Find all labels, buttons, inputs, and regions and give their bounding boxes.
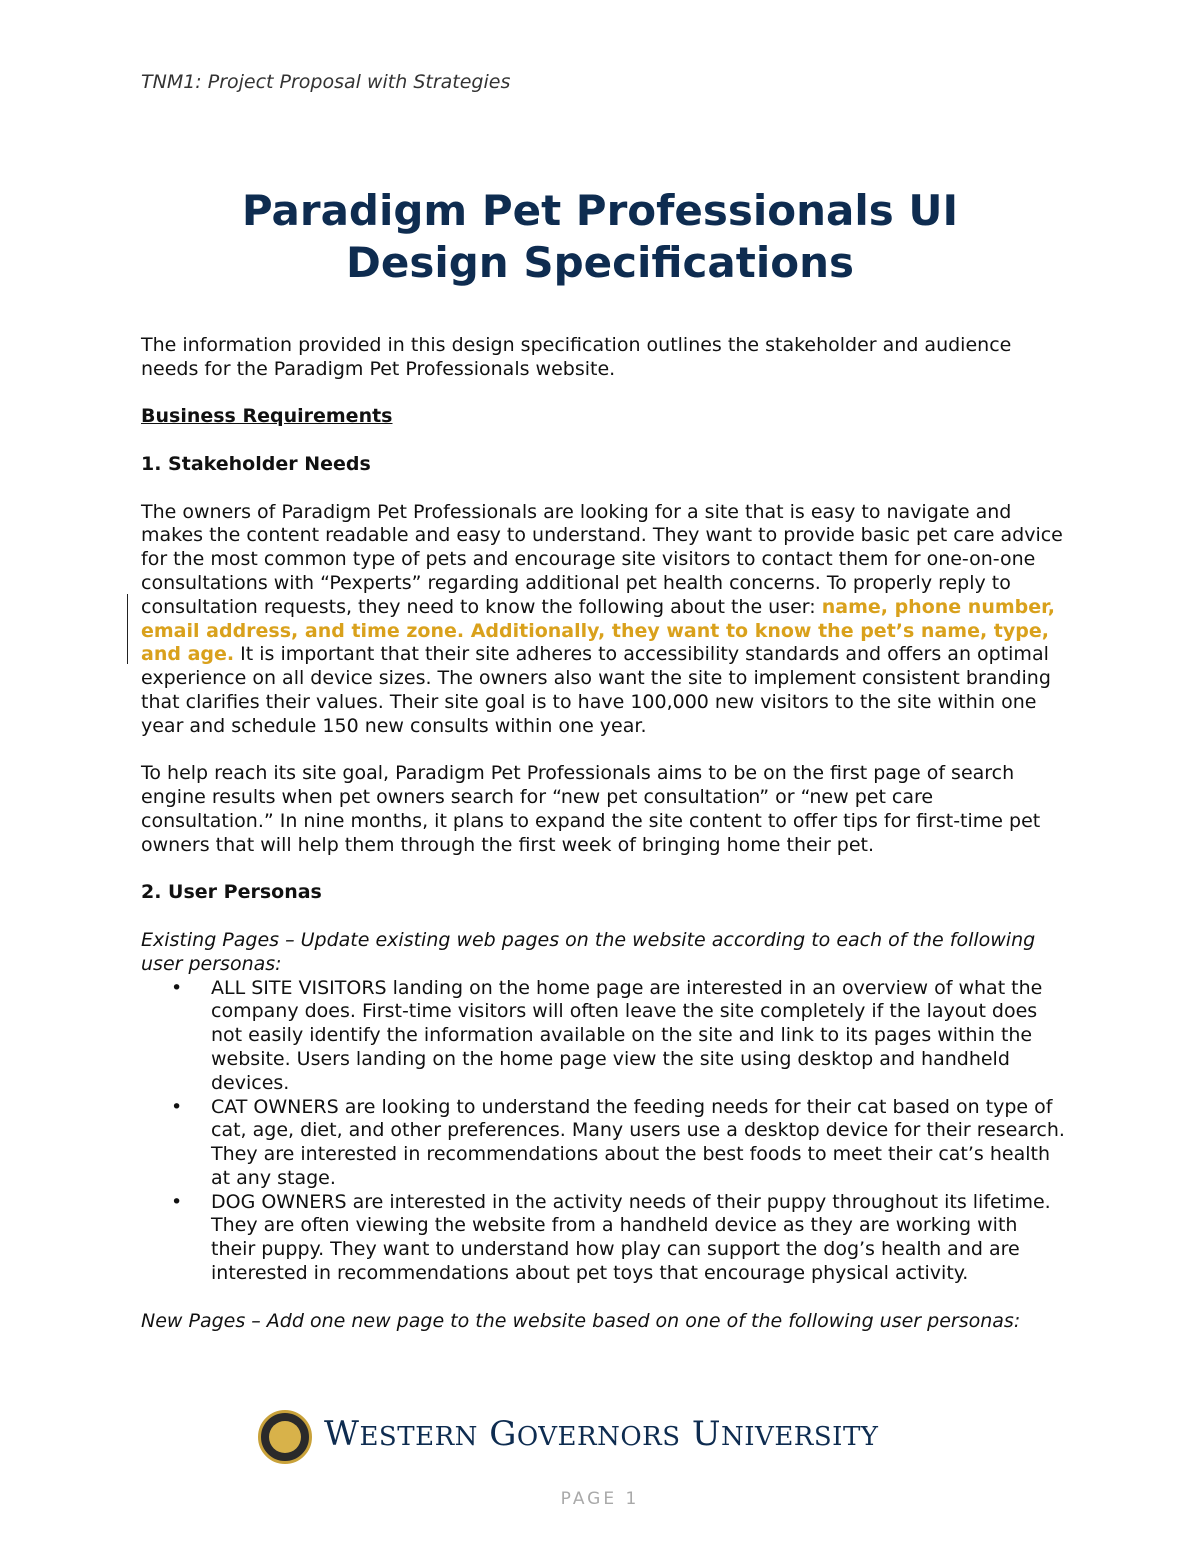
persona-list: [141, 977, 1066, 1286]
page-header: TNM1: Project Proposal with Strategies: [141, 71, 511, 93]
stakeholder-needs-heading: 1. Stakeholder Needs: [141, 452, 371, 475]
stakeholder-text-start: The owners of Paradigm Pet Professionals are looking for a site that is easy to navigate and makes the content readable and easy to understand. They want to provide basic pet care advice for the most common type of pets and encourage site visitors to contact them for one-on-one consultations with “Pexperts” regarding additional pet health concerns. To properly reply to consultation requests, they need to know the following about the user:: [141, 500, 1063, 618]
business-requirements-heading: Business Requirements: [141, 405, 393, 428]
document-title: [0, 185, 1200, 289]
site-goal-paragraph: To help reach its site goal, Paradigm Pet Professionals aims to be on the first page of search engine results when pet owners search for “new pet consultation” or “new pet care consultation.” In nine months, it plans to expand the site content to offer tips for first-time pet owners that will help them through the first week of bringing home their pet.: [141, 762, 1041, 856]
wgu-seal-icon: [258, 1410, 312, 1464]
bullet-icon: •: [171, 976, 183, 999]
list-item: [141, 1191, 1066, 1286]
title-line-2: Design Specifications: [345, 238, 855, 287]
stakeholder-paragraph: [141, 501, 1066, 739]
persona-text: ALL SITE VISITORS landing on the home page are interested in an overview of what the company does. First-time visitors will often leave the site completely if the layout does not easily identify the information available on the site and link to its pages within the website. Users landing on the home page view the site using desktop and handheld devices.: [211, 976, 1043, 1094]
wgu-logo: [258, 1410, 918, 1476]
stakeholder-text-end: It is important that their site adheres to accessibility standards and offers an optimal experience on all device sizes. The owners also want the site to implement consistent branding that clarifies their values. Their site goal is to have 100,000 new visitors to the site within one year and schedule 150 new consults within one year.: [141, 643, 1051, 737]
bullet-icon: •: [171, 1190, 183, 1213]
document-body: [141, 334, 1066, 1333]
list-item: [141, 977, 1066, 1096]
list-item: [141, 1096, 1066, 1191]
persona-text: DOG OWNERS are interested in the activity needs of their puppy throughout its lifetime. They are often viewing the website from a handheld device as they are working with their puppy. They want to understand how play can support the dog’s health and are interested in recommendations about pet toys that encourage physical activity.: [211, 1190, 1051, 1285]
highlighted-requirements: name, phone number, email address, and time zone. Additionally, they want to know the pet’s name, type, and age.: [141, 595, 1055, 666]
bullet-icon: •: [171, 1095, 183, 1118]
revision-bar: [127, 594, 128, 664]
page-number: PAGE 1: [560, 1489, 640, 1509]
persona-text: CAT OWNERS are looking to understand the feeding needs for their cat based on type of cat, age, diet, and other preferences. Many users use a desktop device for their research. They are interested in recommendations about the best foods to meet their cat’s health at any stage.: [211, 1095, 1065, 1189]
new-pages-intro: New Pages – Add one new page to the website based on one of the following user personas:: [141, 1309, 1021, 1332]
user-personas-heading: 2. User Personas: [141, 881, 322, 904]
wgu-wordmark: WESTERN GOVERNORS UNIVERSITY: [324, 1414, 879, 1454]
intro-paragraph: The information provided in this design specification outlines the stakeholder and audience needs for the Paradigm Pet Professionals website.: [141, 334, 1012, 380]
title-line-1: Paradigm Pet Professionals UI: [241, 186, 959, 235]
existing-pages-intro: Existing Pages – Update existing web pages on the website according to each of the following user personas:: [141, 928, 1036, 975]
